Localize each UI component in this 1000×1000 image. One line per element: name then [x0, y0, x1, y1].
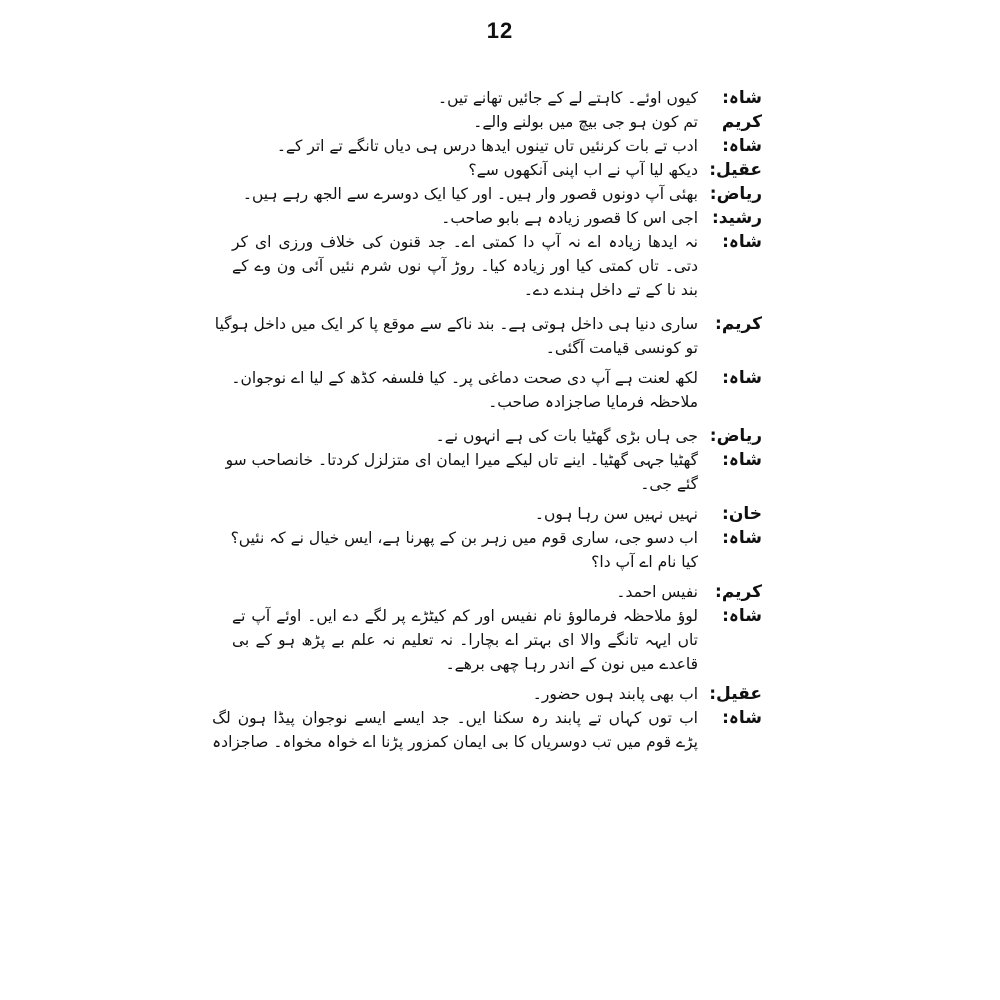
dialogue-line: کیا نام اے آپ دا؟	[591, 553, 698, 571]
dialogue-line: تو کونسی قیامت آگئی۔	[545, 339, 698, 357]
dialogue-text	[232, 230, 698, 302]
dialogue-turn	[232, 182, 762, 206]
speaker-name: کریم:	[715, 314, 762, 334]
dialogue-text	[232, 580, 698, 604]
dialogue-line: نہ ایدھا زیادہ اے نہ آپ دا کمتی اے۔ جد قنون کی خلاف ورزی ای کر	[232, 233, 698, 251]
dialogue-turn	[232, 580, 762, 604]
speaker-name: شاہ:	[722, 232, 762, 252]
dialogue-line: قاعدے میں نون کے اندر رہا چھی برھے۔	[445, 655, 698, 673]
dialogue-line: اب توں کہاں تے پابند رہ سکنا ایں۔ جد ایسے ایسے نوجوان پیڈا ہون لگ	[212, 709, 698, 727]
dialogue-line: نفیس احمد۔	[616, 583, 698, 601]
dialogue-line: اب بھی پابند ہوں حضور۔	[532, 685, 698, 703]
speaker-name: شاہ:	[722, 136, 762, 156]
dialogue-text	[212, 706, 698, 754]
speaker-name: عقیل:	[709, 160, 762, 180]
dialogue-line: اجی اس کا قصور زیادہ ہے بابو صاحب۔	[441, 209, 698, 227]
dialogue-line: پڑے قوم میں تب دوسریاں کا بی ایمان کمزور پڑنا اے خواہ مخواہ۔ صاجزادہ	[212, 733, 698, 751]
dialogue-line: جی ہاں بڑی گھٹیا بات کی ہے انہوں نے۔	[435, 427, 698, 445]
dialogue-line: گھٹیا جہی گھٹیا۔ اینے تاں لیکے میرا ایمان ای متزلزل کردتا۔ خانصاحب سو	[225, 451, 698, 469]
speaker-name: شاہ:	[722, 450, 762, 470]
speaker-name: شاہ:	[722, 88, 762, 108]
dialogue-turn	[232, 604, 762, 676]
dialogue-text	[231, 526, 698, 574]
dialogue-line: اب دسو جی، ساری قوم میں زہر بن کے پھرنا ہے، ایس خیال نے کہ نئیں؟	[230, 529, 698, 547]
dialogue-line: تاں ایہہ تانگے والا ای بہتر اے بچارا۔ نہ تعلیم نہ علم بے پڑھ ہو کے بی	[232, 631, 698, 649]
dialogue-turn	[232, 366, 762, 414]
dialogue-line: گئے جی۔	[640, 475, 698, 493]
dialogue-line: دتی۔ تاں کمتی کیا اور زیادہ کیا۔ روڑ آپ نوں شرم نئیں آئی ون وے کے	[232, 257, 698, 275]
dialogue-turn	[232, 158, 762, 182]
dialogue-text	[232, 682, 698, 706]
speaker-name: کریم	[721, 112, 762, 132]
dialogue-turn	[232, 110, 762, 134]
dialogue-turn	[232, 86, 762, 110]
dialogue-turn	[232, 230, 762, 302]
speaker-name: شاہ:	[722, 606, 762, 626]
speaker-name: کریم:	[715, 582, 762, 602]
speaker-name: شاہ:	[722, 708, 762, 728]
speaker-name: شاہ:	[722, 368, 762, 388]
dialogue-text	[232, 604, 698, 676]
dialogue-script	[212, 86, 762, 754]
dialogue-turn	[232, 424, 762, 448]
spacer	[232, 302, 762, 312]
speaker-name: شاہ:	[722, 528, 762, 548]
dialogue-line: لوؤ ملاحظہ فرمالوؤ نام نفیس اور کم کیٹڑے پر لگے دے ایں۔ اوئے آپ تے	[232, 607, 698, 625]
dialogue-line: نہیں نہیں سن رہا ہوں۔	[534, 505, 698, 523]
dialogue-turn	[232, 682, 762, 706]
dialogue-turn	[232, 502, 762, 526]
dialogue-turn	[212, 706, 762, 754]
speaker-name: ریاض:	[709, 184, 762, 204]
speaker-name: ریاض:	[709, 426, 762, 446]
spacer	[232, 414, 762, 424]
speaker-name: خان:	[722, 504, 762, 524]
dialogue-text	[232, 110, 698, 134]
dialogue-line: بھئی آپ دونوں قصور وار ہیں۔ اور کیا ایک دوسرے سے الجھ رہے ہیں۔	[242, 185, 698, 203]
dialogue-text	[232, 158, 698, 182]
dialogue-text	[226, 448, 698, 496]
dialogue-turn	[232, 526, 762, 574]
dialogue-text	[232, 502, 698, 526]
dialogue-line: لکھ لعنت ہے آپ دی صحت دماغی پر۔ کیا فلسفہ کڈھ کے لیا اے نوجوان۔	[231, 369, 698, 387]
dialogue-text	[232, 134, 698, 158]
dialogue-turn	[232, 134, 762, 158]
dialogue-text	[231, 366, 698, 414]
dialogue-turn	[232, 206, 762, 230]
dialogue-line: دیکھ لیا آپ نے اب اپنی آنکھوں سے؟	[468, 161, 698, 179]
dialogue-line: تم کون ہو جی بیچ میں بولنے والے۔	[473, 113, 698, 131]
speaker-name: رشید:	[711, 208, 762, 228]
dialogue-line: کیوں اوئے۔ کاہتے لے کے جائیں تھانے تیں۔	[438, 89, 698, 107]
dialogue-text	[232, 182, 698, 206]
dialogue-turn	[214, 312, 762, 360]
dialogue-line: ملاحظہ فرمایا صاجزادہ صاحب۔	[488, 393, 698, 411]
dialogue-text	[232, 206, 698, 230]
page-number: 12	[486, 18, 514, 43]
dialogue-line: ساری دنیا ہی داخل ہوتی ہے۔ بند ناکے سے موقع پا کر ایک میں داخل ہوگیا	[214, 315, 698, 333]
dialogue-text	[215, 312, 698, 360]
speaker-name: عقیل:	[709, 684, 762, 704]
dialogue-turn	[225, 448, 762, 496]
dialogue-text	[232, 86, 698, 110]
dialogue-line: ادب تے بات کرنئیں تاں تینوں ایدھا درس ہی دیاں تانگے تے اتر کے۔	[276, 137, 698, 155]
dialogue-line: بند نا کے تے داخل ہندے دے۔	[523, 281, 698, 299]
dialogue-text	[232, 424, 698, 448]
